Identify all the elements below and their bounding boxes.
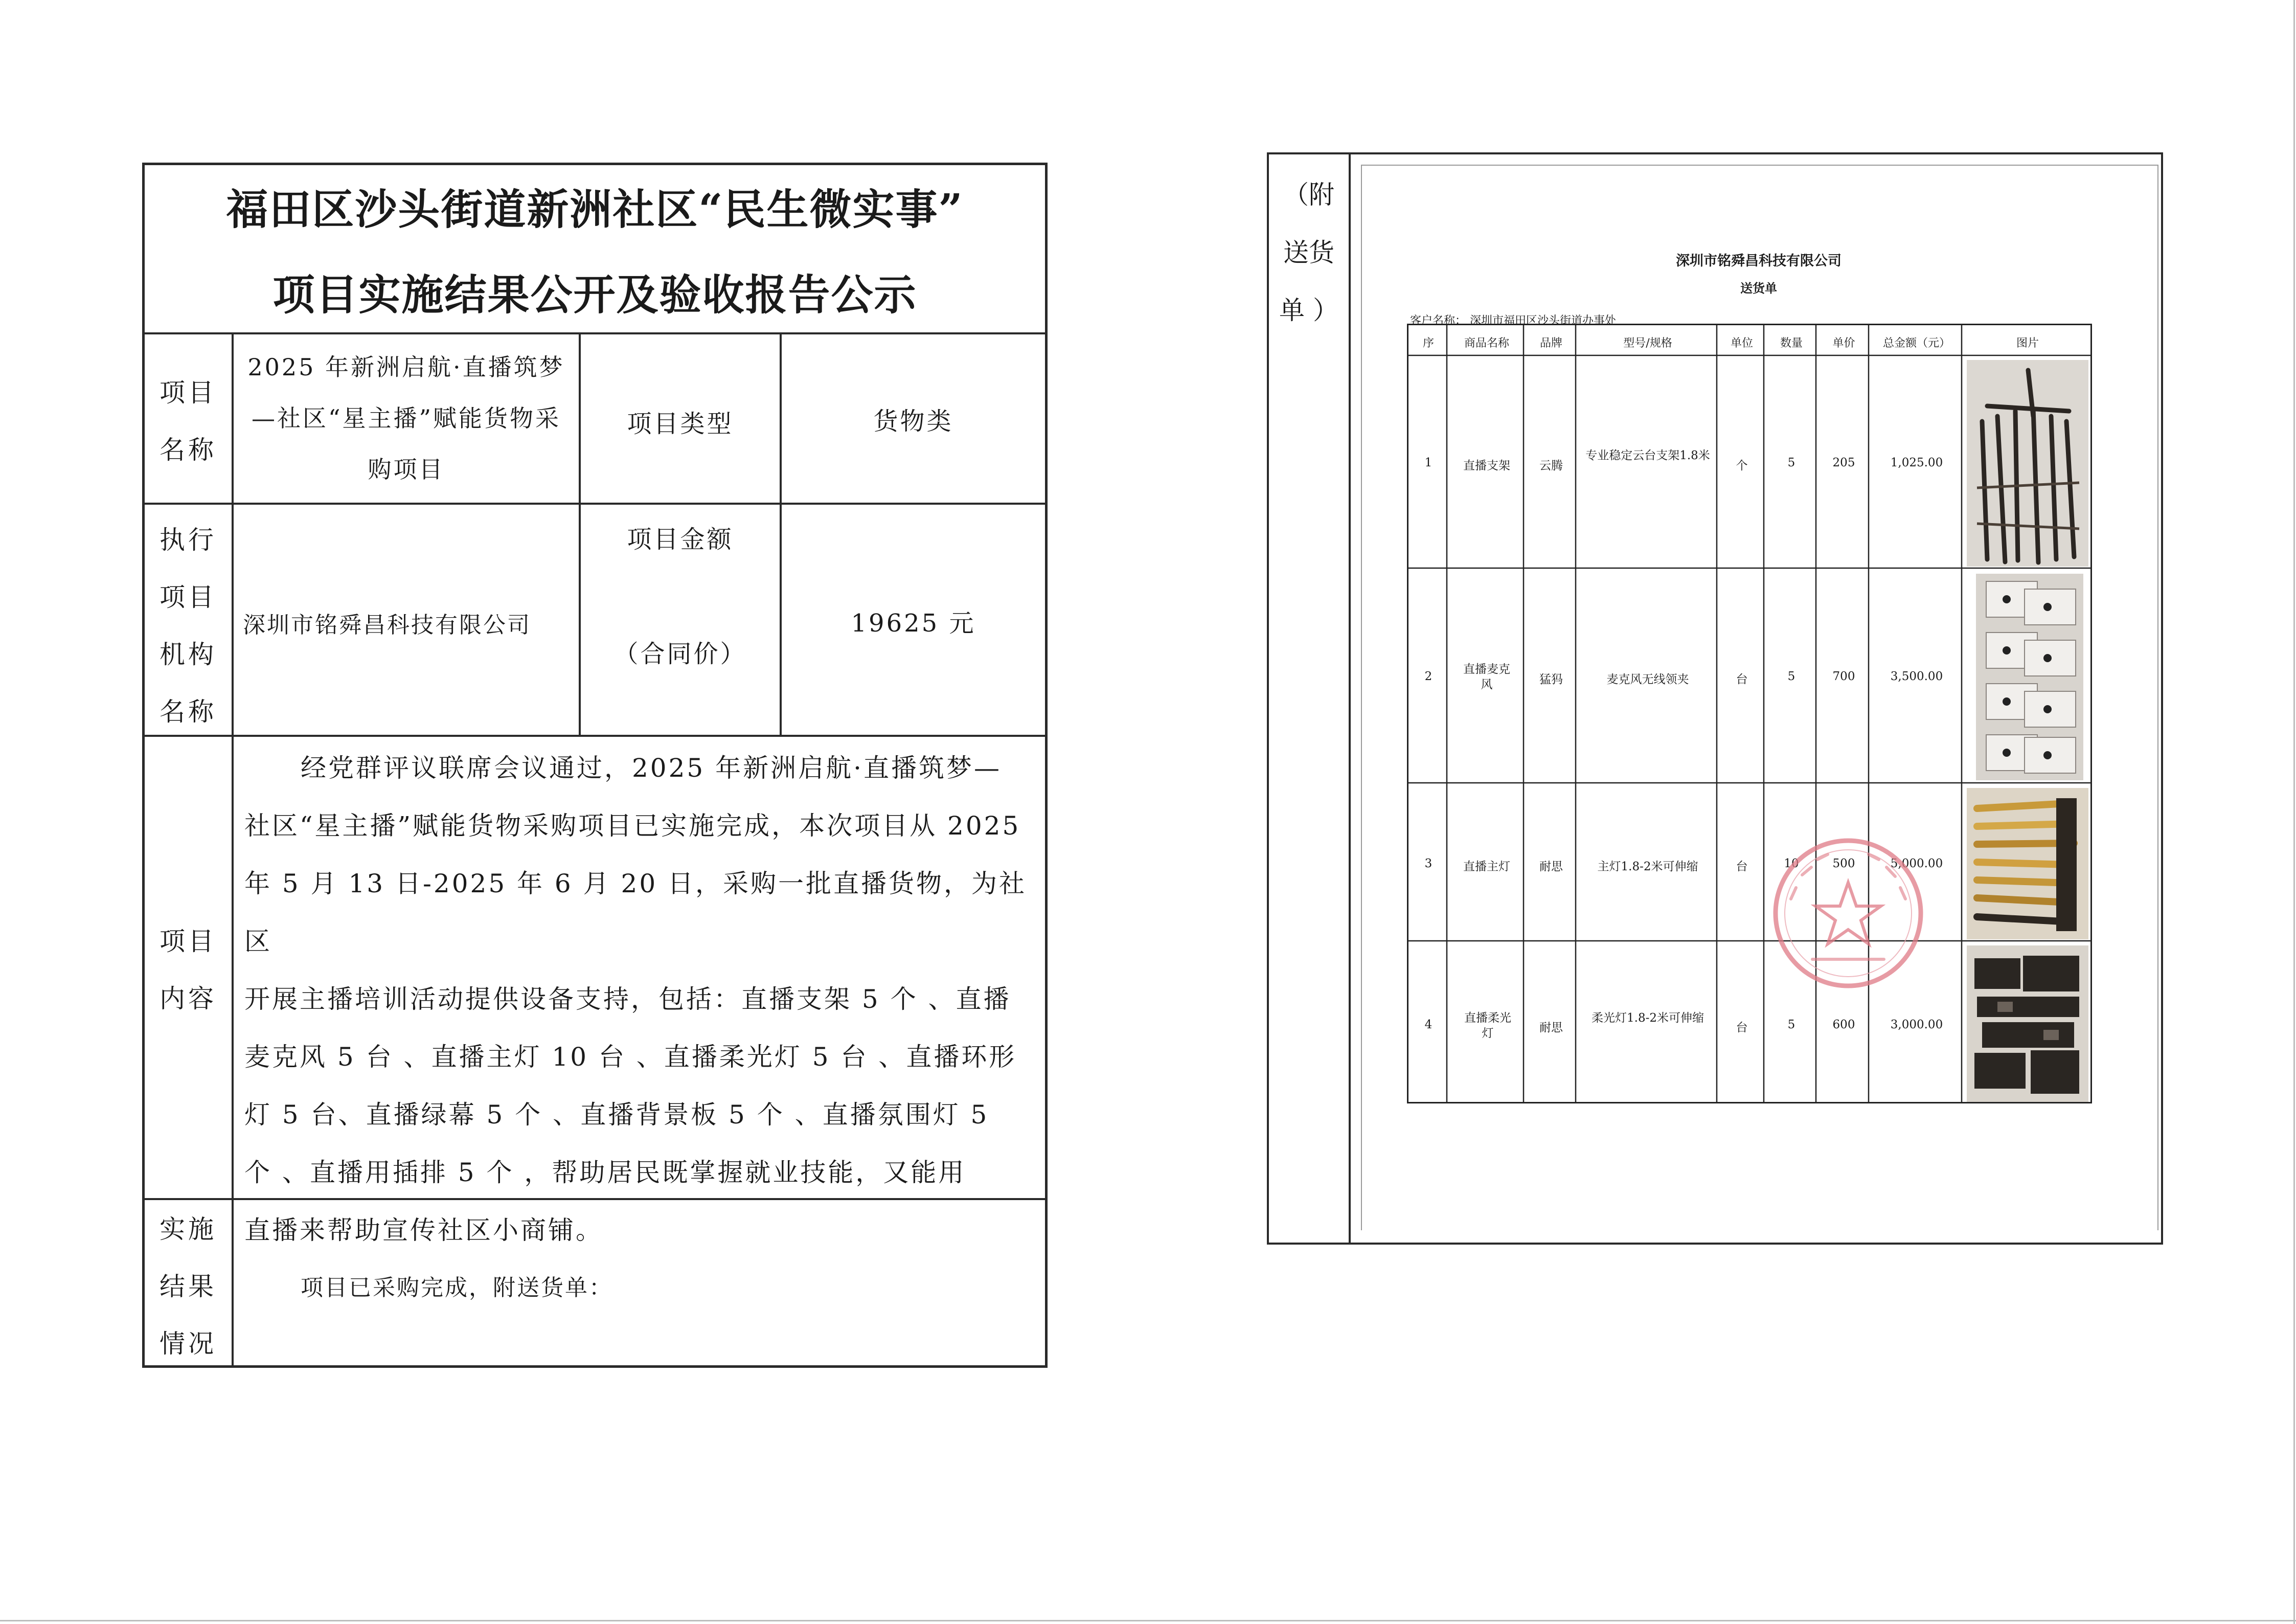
scan-edge-right — [2293, 0, 2295, 1624]
value-implementation-result: 项目已采购完成，附送货单： — [301, 1275, 613, 1301]
col-header-qty: 数量 — [1780, 337, 1803, 350]
row-spec: 主灯1.8-2米可伸缩 — [1597, 860, 1698, 873]
col-header-name: 商品名称 — [1464, 337, 1509, 350]
row-brand: 云腾 — [1539, 459, 1563, 472]
row-spec: 麦克风无线领夹 — [1606, 673, 1689, 686]
row-unit: 台 — [1736, 1021, 1748, 1034]
attachment-side-label: （附 送货 单 ） — [1279, 180, 1338, 325]
row-price: 205 — [1832, 456, 1855, 469]
row-qty: 10 — [1784, 857, 1799, 870]
label-project-content: 项目 内容 — [160, 927, 217, 1013]
row-total: 3,500.00 — [1890, 670, 1943, 683]
row-unit: 台 — [1736, 673, 1748, 686]
col-header-brand: 品牌 — [1539, 337, 1562, 350]
row-name: 直播主灯 — [1463, 860, 1510, 873]
form-title-line2: 项目实施结果公开及验收报告公示 — [272, 270, 917, 320]
delivery-company-name: 深圳市铭舜昌科技有限公司 — [1676, 253, 1842, 269]
row-total: 3,000.00 — [1890, 1018, 1943, 1031]
company-seal-stamp — [1766, 831, 1930, 995]
value-project-amount: 19625 元 — [851, 609, 976, 638]
label-project-type: 项目类型 — [627, 410, 734, 438]
delivery-table — [1407, 324, 2092, 1103]
value-executor: 深圳市铭舜昌科技有限公司 — [243, 612, 531, 638]
row-brand: 耐思 — [1539, 860, 1563, 873]
row-no: 4 — [1424, 1018, 1433, 1031]
label-project-amount: 项目金额 — [627, 525, 734, 554]
row-name: 直播支架 — [1463, 459, 1510, 472]
value-project-name: 2025 年新洲启航·直播筑梦 —社区“星主播”赋能货物采 购项目 — [247, 353, 565, 483]
col-header-no: 序 — [1422, 337, 1434, 350]
col-header-price: 单价 — [1832, 337, 1855, 350]
row-spec: 专业稳定云台支架1.8米 — [1585, 449, 1710, 462]
scan-edge-bottom — [0, 1620, 2296, 1621]
label-implementation-result: 实施 结果 情况 — [160, 1214, 217, 1359]
form-title-line1: 福田区沙头街道新洲社区“民生微实事” — [226, 185, 964, 234]
row-name: 直播麦克风 — [1463, 663, 1510, 691]
row-price: 600 — [1832, 1018, 1855, 1031]
col-header-photo: 图片 — [2016, 337, 2039, 350]
row-price: 700 — [1832, 670, 1855, 683]
soft-light-photo — [1967, 945, 2088, 1102]
delivery-note-title: 送货单 — [1740, 281, 1777, 296]
row-name: 直播柔光灯 — [1464, 1011, 1511, 1040]
main-light-photo — [1967, 788, 2088, 939]
value-project-type: 货物类 — [873, 407, 953, 436]
row-no: 1 — [1424, 456, 1433, 469]
label-contract-price: （合同价） — [613, 640, 747, 668]
col-header-unit: 单位 — [1730, 337, 1753, 350]
col-header-total: 总金额（元） — [1882, 337, 1950, 350]
row-qty: 5 — [1787, 1018, 1795, 1031]
row-unit: 个 — [1736, 459, 1748, 472]
row-brand: 猛犸 — [1539, 673, 1563, 686]
row-total: 1,025.00 — [1890, 456, 1943, 469]
tripod-photo — [1967, 360, 2088, 567]
row-brand: 耐思 — [1539, 1021, 1563, 1034]
row-unit: 台 — [1736, 860, 1748, 873]
row-price: 500 — [1832, 857, 1855, 870]
project-content-text: 经党群评议联席会议通过，2025 年新洲启航·直播筑梦— 社区“星主播”赋能货物采购项目已实施完成，本次项目从 2025 年 5 月 13 日-2025 年 6 月 20 日，采购一批直播货物，为社区 开展主播培训活动提供设备支持，包括：直播支架 5 个 、直播 麦克风 5 台 、直播主灯 10 台 、直播柔光灯 5 台 、直播环形 灯 5 台、直播绿幕 5 个 、直播背景板 5 个 、直播氛围灯 5 个 、直播用插排 5 个 ，帮助居民既掌握就业技能，又能用 直播来帮助宣传社区小商铺。 — [244, 753, 1027, 1245]
microphone-photo — [1976, 574, 2083, 780]
label-project-name: 项目 名称 — [160, 378, 217, 465]
row-qty: 5 — [1787, 456, 1795, 469]
row-total: 5,000.00 — [1890, 857, 1943, 870]
row-no: 3 — [1424, 857, 1433, 870]
col-header-spec: 型号/规格 — [1623, 337, 1672, 350]
label-executor: 执行 项目 机构 名称 — [160, 525, 217, 727]
row-spec: 柔光灯1.8-2米可伸缩 — [1592, 1011, 1704, 1025]
delivery-customer-name: 客户名称： 深圳市福田区沙头街道办事处 — [1410, 314, 1616, 327]
row-no: 2 — [1424, 670, 1433, 683]
row-qty: 5 — [1787, 670, 1795, 683]
